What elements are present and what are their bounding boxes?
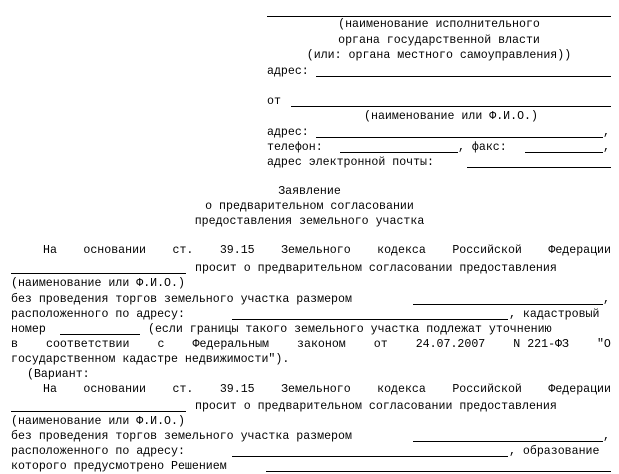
p1-word: законом — [297, 338, 346, 351]
document-subtitle-2: предоставления земельного участка — [194, 215, 425, 228]
p2-word: Земельного — [281, 383, 351, 396]
p2-line3: без проведения торгов земельного участка размером — [11, 430, 352, 443]
p1-line3: без проведения торгов земельного участка размером — [11, 293, 352, 306]
p1-word: Федерации — [548, 244, 611, 257]
p1-word: На — [43, 244, 57, 257]
p1-line6 — [11, 337, 611, 352]
email-line[interactable] — [467, 167, 611, 168]
p1-size-line[interactable] — [413, 304, 603, 305]
p1-line7: государственном кадастре недвижимости"). — [11, 353, 290, 366]
p1-line5-end: (если границы такого земельного участка подлежат уточнению — [148, 323, 552, 336]
p2-size-comma: , — [603, 430, 610, 443]
fax-comma: , — [603, 141, 610, 154]
p1-line4-end: , кадастровый — [509, 308, 600, 321]
applicant-address-comma: , — [603, 126, 610, 139]
p1-word: N 221-ФЗ — [513, 338, 569, 351]
p1-word: Земельного — [281, 244, 351, 257]
p1-word: Российской — [452, 244, 522, 257]
p1-word: в — [11, 338, 18, 351]
p1-line4-start: расположенного по адресу: — [11, 308, 185, 321]
authority-caption-2: органа государственной власти — [338, 34, 540, 47]
variant-label: (Вариант: — [27, 368, 90, 381]
p2-word: основании — [83, 383, 147, 396]
p1-word: "О — [596, 338, 611, 351]
p2-line4-start: расположенного по адресу: — [11, 445, 185, 458]
p1-address-line[interactable] — [232, 319, 508, 320]
p1-cadastral-line[interactable] — [60, 334, 140, 335]
p1-word: соответствии — [45, 338, 130, 351]
authority-caption-3: (или: органа местного самоуправления)) — [306, 49, 572, 62]
p1-line2: просит о предварительном согласовании предоставления — [195, 262, 557, 275]
p1-applicant-line[interactable] — [11, 273, 186, 274]
fax-label: , факс: — [458, 141, 507, 154]
p2-caption: (наименование или Ф.И.О.) — [11, 415, 185, 428]
p1-word: 24.07.2007 — [415, 338, 486, 351]
p2-word: На — [43, 383, 57, 396]
phone-label: телефон: — [267, 141, 323, 154]
p1-word: основании — [83, 244, 147, 257]
authority-caption-1: (наименование исполнительного — [338, 18, 540, 31]
p1-word: 39.15 — [219, 244, 255, 257]
email-label: адрес электронной почты: — [267, 156, 434, 169]
from-label: от — [267, 95, 281, 108]
p1-word: от — [373, 338, 388, 351]
applicant-name-line[interactable] — [291, 106, 611, 107]
p2-word: 39.15 — [219, 383, 255, 396]
p1-word: с — [157, 338, 165, 351]
p2-line2: просит о предварительном согласовании предоставления — [195, 400, 557, 413]
p2-size-line[interactable] — [413, 441, 603, 442]
p2-line5: которого предусмотрено Решением — [11, 460, 227, 473]
p2-line1 — [43, 382, 611, 397]
applicant-caption: (наименование или Ф.И.О.) — [364, 110, 538, 123]
p1-caption: (наименование или Ф.И.О.) — [11, 277, 185, 290]
applicant-address-line[interactable] — [316, 137, 603, 138]
document-subtitle-1: о предварительном согласовании — [205, 200, 414, 213]
p1-size-comma: , — [603, 293, 610, 306]
document-title: Заявление — [278, 185, 341, 198]
authority-address-line[interactable] — [316, 76, 611, 77]
p1-line1 — [43, 243, 611, 258]
p2-word: Российской — [452, 383, 522, 396]
p2-decision-line[interactable] — [266, 471, 611, 472]
p2-address-line[interactable] — [232, 456, 508, 457]
p1-line5-start: номер — [11, 323, 46, 336]
p2-line4-end: , образование — [509, 445, 600, 458]
p1-word: ст. — [172, 244, 194, 257]
authority-address-label: адрес: — [267, 65, 309, 78]
p2-word: кодекса — [377, 383, 426, 396]
fax-line[interactable] — [525, 152, 603, 153]
p2-word: ст. — [172, 383, 194, 396]
p2-applicant-line[interactable] — [11, 411, 186, 412]
p2-word: Федерации — [548, 383, 611, 396]
applicant-address-label: адрес: — [267, 126, 309, 139]
p1-word: Федеральным — [192, 338, 270, 351]
phone-line[interactable] — [340, 152, 458, 153]
p1-word: кодекса — [377, 244, 426, 257]
